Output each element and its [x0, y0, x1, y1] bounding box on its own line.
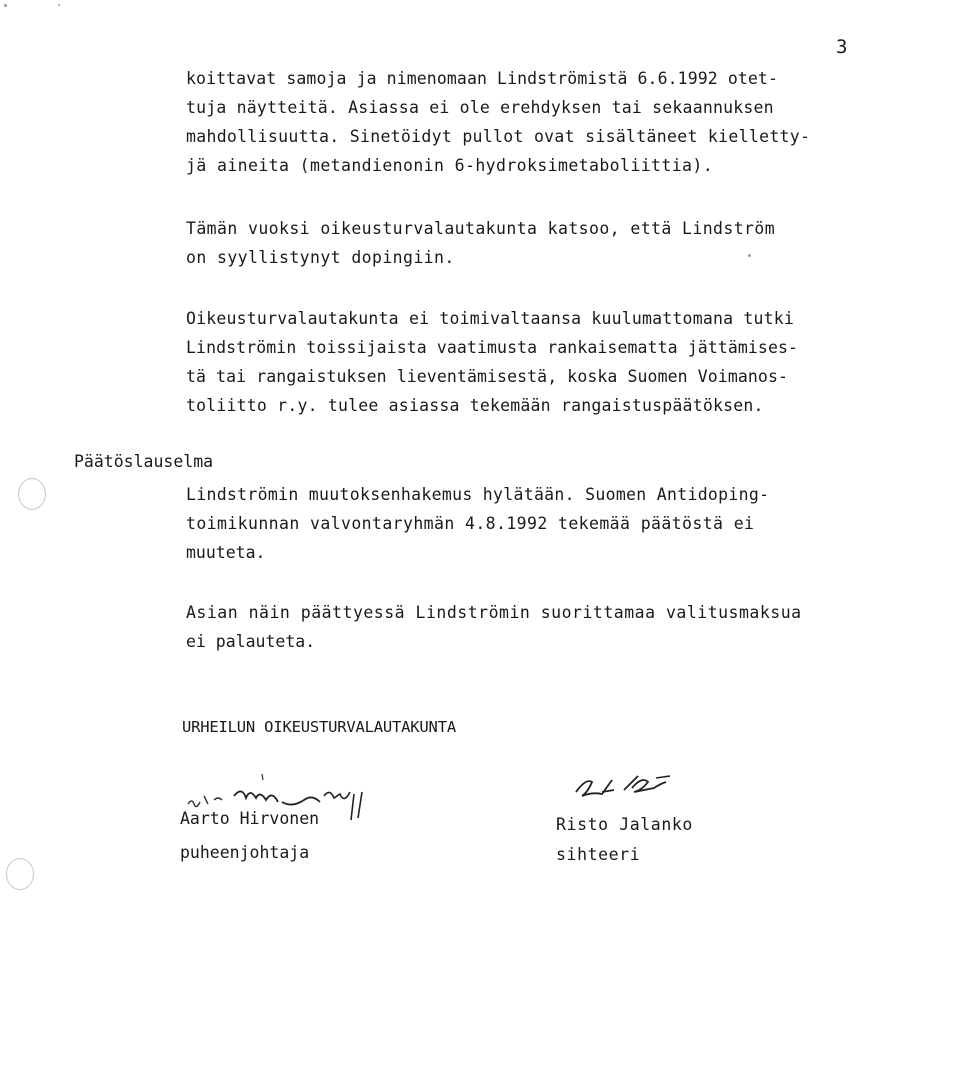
paragraph-decision — [186, 480, 906, 567]
text-line: toliitto r.y. tulee asiassa tekemään rangaistuspäätöksen. — [186, 396, 764, 415]
text-line: toimikunnan valvontaryhmän 4.8.1992 tekemää päätöstä ei — [186, 514, 755, 533]
text-line: tä tai rangaistuksen lieventämisestä, koska Suomen Voimanos- — [186, 367, 789, 386]
text-line: Oikeusturvalautakunta ei toimivaltaansa kuulumattomana tutki — [186, 309, 795, 328]
signer-chairman — [180, 804, 319, 868]
punch-hole — [6, 858, 34, 890]
signer-role: puheenjohtaja — [180, 843, 310, 862]
signer-role: sihteeri — [556, 845, 641, 864]
text-line: Lindströmin muutoksenhakemus hylätään. Suomen Antidoping- — [186, 485, 770, 504]
text-line: on syyllistynyt dopingiin. — [186, 248, 455, 267]
section-heading: Päätöslauselma — [74, 452, 214, 471]
signature-jalanko — [572, 770, 692, 810]
text-line: Asian näin päättyessä Lindströmin suorittamaa valitusmaksua — [186, 603, 802, 622]
text-line: muuteta. — [186, 543, 266, 562]
text-line: tuja näytteitä. Asiassa ei ole erehdyksen tai sekaannuksen — [186, 98, 774, 117]
scan-speck — [4, 4, 7, 7]
paragraph-conclusion — [186, 214, 906, 272]
text-line: koittavat samoja ja nimenomaan Lindströmistä 6.6.1992 otet- — [186, 69, 778, 88]
paragraph-evidence — [186, 64, 906, 180]
scan-speck — [58, 4, 60, 6]
text-line: Lindströmin toissijaista vaatimusta rankaisematta jättämises- — [186, 338, 799, 357]
page-number: 3 — [836, 36, 848, 58]
signer-secretary — [556, 810, 693, 870]
text-line: mahdollisuutta. Sinetöidyt pullot ovat sisältäneet kielletty- — [186, 127, 811, 146]
signer-name: Aarto Hirvonen — [180, 809, 320, 828]
text-line: Tämän vuoksi oikeusturvalautakunta katsoo, että Lindström — [186, 219, 776, 238]
signer-name: Risto Jalanko — [556, 815, 693, 834]
text-line: ei palauteta. — [186, 632, 316, 651]
paragraph-jurisdiction — [186, 304, 906, 420]
punch-hole — [18, 478, 46, 510]
paragraph-fee — [186, 598, 906, 656]
text-line: jä aineita (metandienonin 6-hydroksimetaboliittia). — [186, 156, 714, 175]
organization-name: URHEILUN OIKEUSTURVALAUTAKUNTA — [182, 718, 456, 736]
scan-speck — [748, 254, 751, 257]
